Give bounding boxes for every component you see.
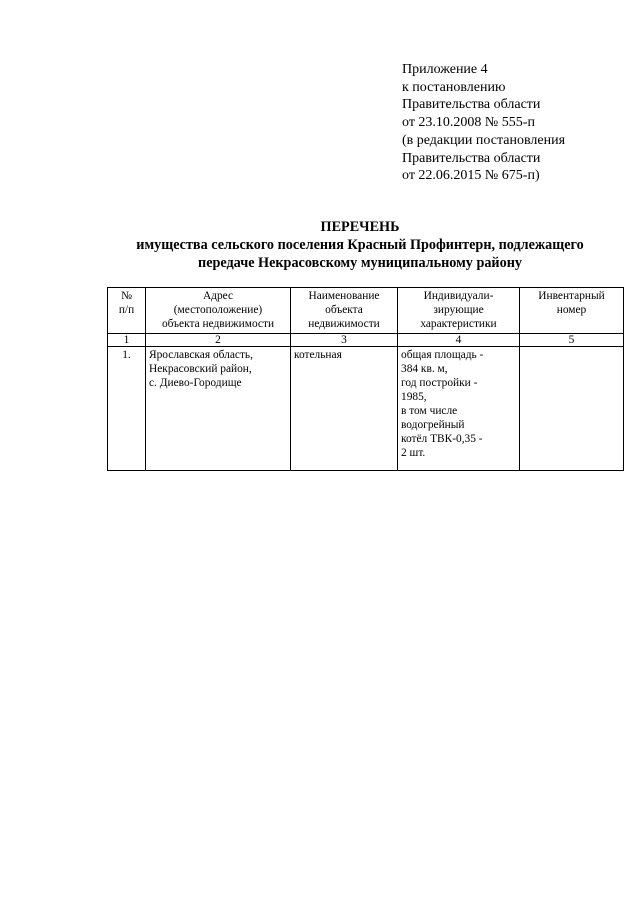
document-title (100, 218, 620, 272)
column-numbers-row (108, 334, 624, 347)
title-line-1: имущества сельского поселения Красный Профинтерн, подлежащего (136, 237, 584, 253)
appendix-note (402, 61, 632, 185)
property-table (107, 287, 624, 471)
header-address: Адрес (местоположение) объекта недвижимости (146, 288, 291, 334)
column-number: 5 (520, 334, 624, 347)
appendix-line: к постановлению (402, 79, 506, 95)
cell-object-name: котельная (291, 347, 398, 471)
header-object-name: Наименование объекта недвижимости (291, 288, 398, 334)
header-characteristics: Индивидуали- зирующие характеристики (398, 288, 520, 334)
appendix-line: Правительства области (402, 97, 541, 113)
header-inventory-number: Инвентарный номер (520, 288, 624, 334)
cell-characteristics: общая площадь - 384 кв. м, год постройки - 1985, в том числе водогрейный котёл ТВК-0,35 - 2 шт. (398, 347, 520, 471)
title-heading: ПЕРЕЧЕНЬ (320, 219, 400, 235)
cell-address: Ярославская область, Некрасовский район, с. Диево-Городище (146, 347, 291, 471)
appendix-line: (в редакции постановления (402, 132, 566, 148)
appendix-line: от 23.10.2008 № 555-п (402, 115, 535, 131)
cell-number: 1. (108, 347, 146, 471)
table-header-row (108, 288, 624, 334)
title-line-2: передаче Некрасовскому муниципальному району (198, 255, 522, 271)
cell-inventory-number (520, 347, 624, 471)
appendix-line: Приложение 4 (402, 62, 488, 77)
column-number: 4 (398, 334, 520, 347)
appendix-line: от 22.06.2015 № 675-п) (402, 168, 540, 184)
column-number: 1 (108, 334, 146, 347)
appendix-line: Правительства области (402, 150, 541, 166)
column-number: 2 (146, 334, 291, 347)
table-row (108, 347, 624, 471)
column-number: 3 (291, 334, 398, 347)
header-number: № п/п (108, 288, 146, 334)
